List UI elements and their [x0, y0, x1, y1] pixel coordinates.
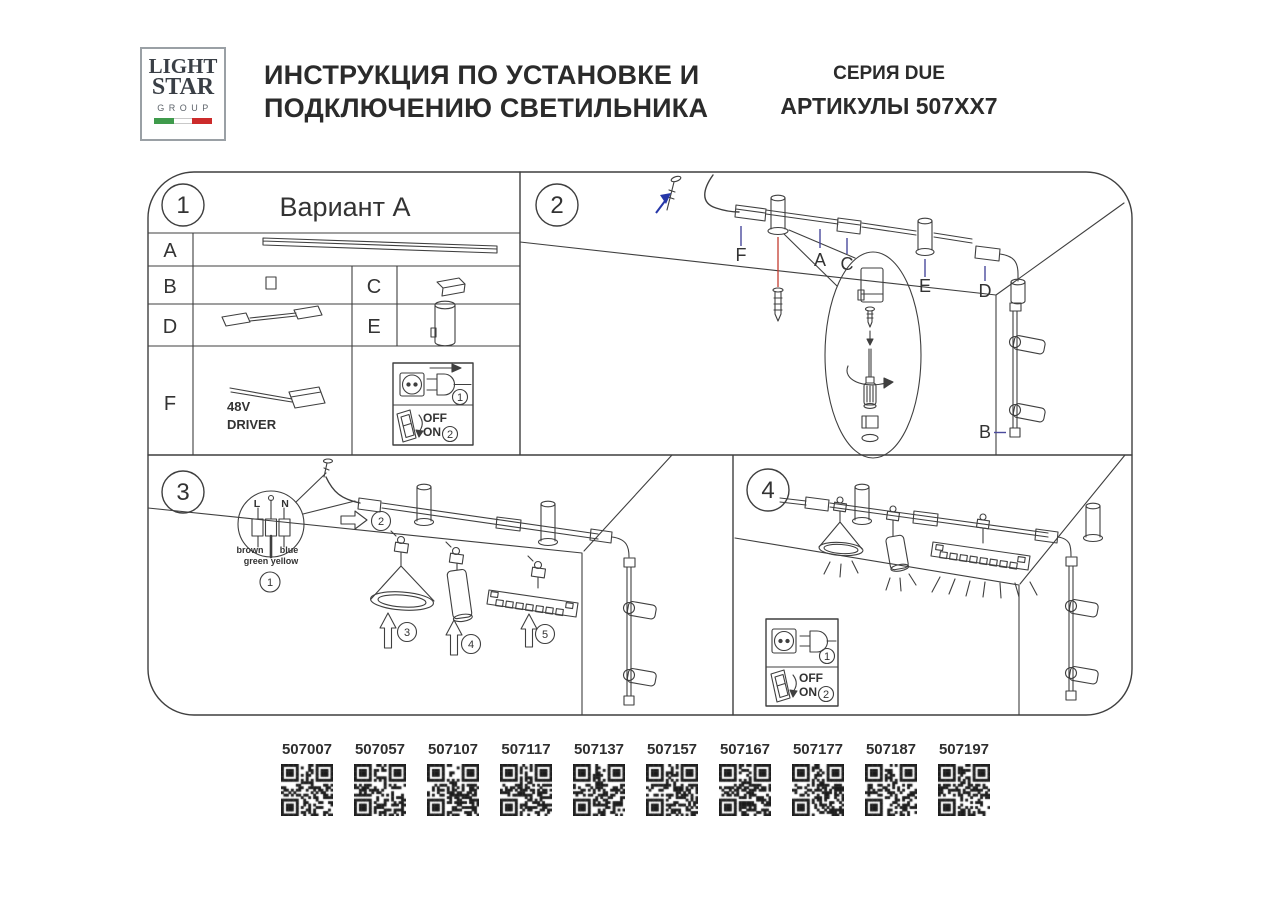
qr-article-number: 507157 [646, 741, 698, 758]
step-2-badge-p3: 2 [377, 516, 385, 528]
step-1-badge: 1 [456, 392, 464, 404]
qr-code [719, 764, 771, 816]
qr-article-number: 507187 [865, 741, 917, 758]
qr-item [573, 741, 625, 816]
wire-greenyellow-label: green yellow [243, 556, 299, 566]
qr-article-number: 507177 [792, 741, 844, 758]
anchor-screw [773, 288, 783, 321]
qr-item [281, 741, 333, 816]
qr-code [865, 764, 917, 816]
step-4-badge: 4 [467, 639, 475, 651]
track-segment-1 [766, 210, 838, 224]
up-arrow-5 [521, 614, 537, 647]
qr-item [865, 741, 917, 816]
qr-item [792, 741, 844, 816]
qr-code [573, 764, 625, 816]
part-b-endcap-drawing [266, 277, 276, 289]
step-3-badge: 3 [403, 627, 411, 639]
title-line1: ИНСТРУКЦИЯ ПО УСТАНОВКЕ И [264, 60, 700, 90]
on-label: ON [423, 425, 441, 439]
part-label-f: F [163, 393, 177, 415]
feed-cable-p3 [326, 477, 360, 503]
switch-icon-p4 [771, 670, 797, 702]
track-segment-2 [862, 223, 916, 235]
logo-line1: LIGHT [148, 54, 218, 78]
qr-code [281, 764, 333, 816]
qr-code [500, 764, 552, 816]
wire-n-label: N [281, 498, 289, 510]
qr-item [500, 741, 552, 816]
label-c: C [840, 254, 854, 274]
switch-icon [397, 410, 423, 442]
variant-title: Вариант A [279, 192, 411, 222]
panel-4-final-assembly [735, 455, 1125, 715]
label-f: F [735, 245, 747, 265]
qr-article-number: 507107 [427, 741, 479, 758]
linear-lamp-lit [931, 514, 1037, 598]
step-1-badge-p4: 1 [823, 651, 831, 663]
wall-track-p2 [1010, 303, 1046, 437]
cone-lamp [370, 531, 434, 612]
on-label-p4: ON [799, 685, 817, 699]
slide-direction-arrow [341, 511, 367, 529]
room-edges-p3 [148, 455, 672, 715]
articles: АРТИКУЛЫ 507XX7 [780, 93, 998, 119]
qr-article-number: 507197 [938, 741, 990, 758]
qr-article-number: 507137 [573, 741, 625, 758]
qr-article-number: 507117 [501, 741, 551, 758]
wire-blue-label: blue [279, 545, 299, 555]
panel-1-parts-table [148, 184, 520, 455]
panel-3-number: 3 [176, 479, 190, 506]
article-qr-row [281, 741, 990, 816]
part-c-connector-drawing [437, 278, 465, 296]
room-edges [520, 203, 1124, 455]
feed-cable [705, 175, 739, 212]
standpipe-e [916, 218, 934, 255]
step-2-badge-p4: 2 [822, 689, 830, 701]
qr-item [354, 741, 406, 816]
qr-article-number: 507007 [281, 741, 333, 758]
cylinder-spot-lamp [446, 542, 473, 623]
step-5-badge: 5 [541, 629, 549, 641]
step-2-badge: 2 [446, 429, 454, 441]
qr-item [938, 741, 990, 816]
qr-code [646, 764, 698, 816]
qr-code [427, 764, 479, 816]
driver-voltage: 48V [227, 399, 251, 414]
qr-item [427, 741, 479, 816]
label-d: D [978, 281, 992, 301]
panel-2-ceiling-install [520, 175, 1124, 458]
panel-4-number: 4 [761, 477, 775, 504]
qr-article-number: 507167 [719, 741, 771, 758]
panel-3-lamp-mounting [148, 455, 672, 715]
socket-plug-icon-p4 [772, 629, 836, 653]
wire-brown-label: brown [236, 545, 264, 555]
wall-track-p4 [1066, 557, 1099, 700]
connector-f-drawing [735, 205, 766, 221]
label-b: B [978, 422, 992, 442]
ceiling-screw [667, 175, 681, 210]
part-label-c: C [366, 276, 382, 298]
track-segment-3 [934, 233, 972, 243]
connector-c-drawing [837, 218, 861, 234]
up-arrow-4 [446, 620, 462, 655]
panel-2-number: 2 [550, 192, 564, 219]
qr-code [354, 764, 406, 816]
panel-1-number: 1 [176, 192, 190, 219]
main-frame [148, 172, 1132, 715]
part-label-b: B [163, 276, 177, 298]
off-label-p4: OFF [799, 671, 823, 685]
up-arrow-3 [380, 613, 396, 648]
part-d-flex-connector-drawing [222, 306, 322, 326]
step-1-badge-p3: 1 [266, 577, 274, 589]
label-e: E [918, 276, 932, 296]
qr-code [938, 764, 990, 816]
part-label-e: E [367, 316, 381, 338]
qr-article-number: 507057 [354, 741, 406, 758]
part-label-a: A [163, 240, 177, 262]
wiring-detail-circle [237, 473, 356, 592]
magnifier-detail [825, 252, 921, 458]
driver-word: DRIVER [227, 417, 277, 432]
part-a-track-drawing [263, 238, 497, 253]
qr-code [792, 764, 844, 816]
logo-line3: GROUP [157, 103, 213, 113]
linear-lamp [487, 556, 578, 617]
qr-item [646, 741, 698, 816]
wire-l-label: L [253, 498, 261, 510]
power-instruction-box [393, 363, 473, 445]
logo-line2: STAR [151, 74, 215, 100]
power-instruction-box-p4 [766, 619, 838, 706]
series-name: СЕРИЯ DUE [833, 63, 945, 84]
off-label: OFF [423, 411, 447, 425]
part-e-cylinder-drawing [431, 301, 455, 346]
label-a: A [813, 250, 827, 270]
part-label-d: D [162, 316, 178, 338]
wall-track-p3 [624, 558, 657, 705]
title-line2: ПОДКЛЮЧЕНИЮ СВЕТИЛЬНИКА [264, 93, 709, 123]
qr-item [719, 741, 771, 816]
